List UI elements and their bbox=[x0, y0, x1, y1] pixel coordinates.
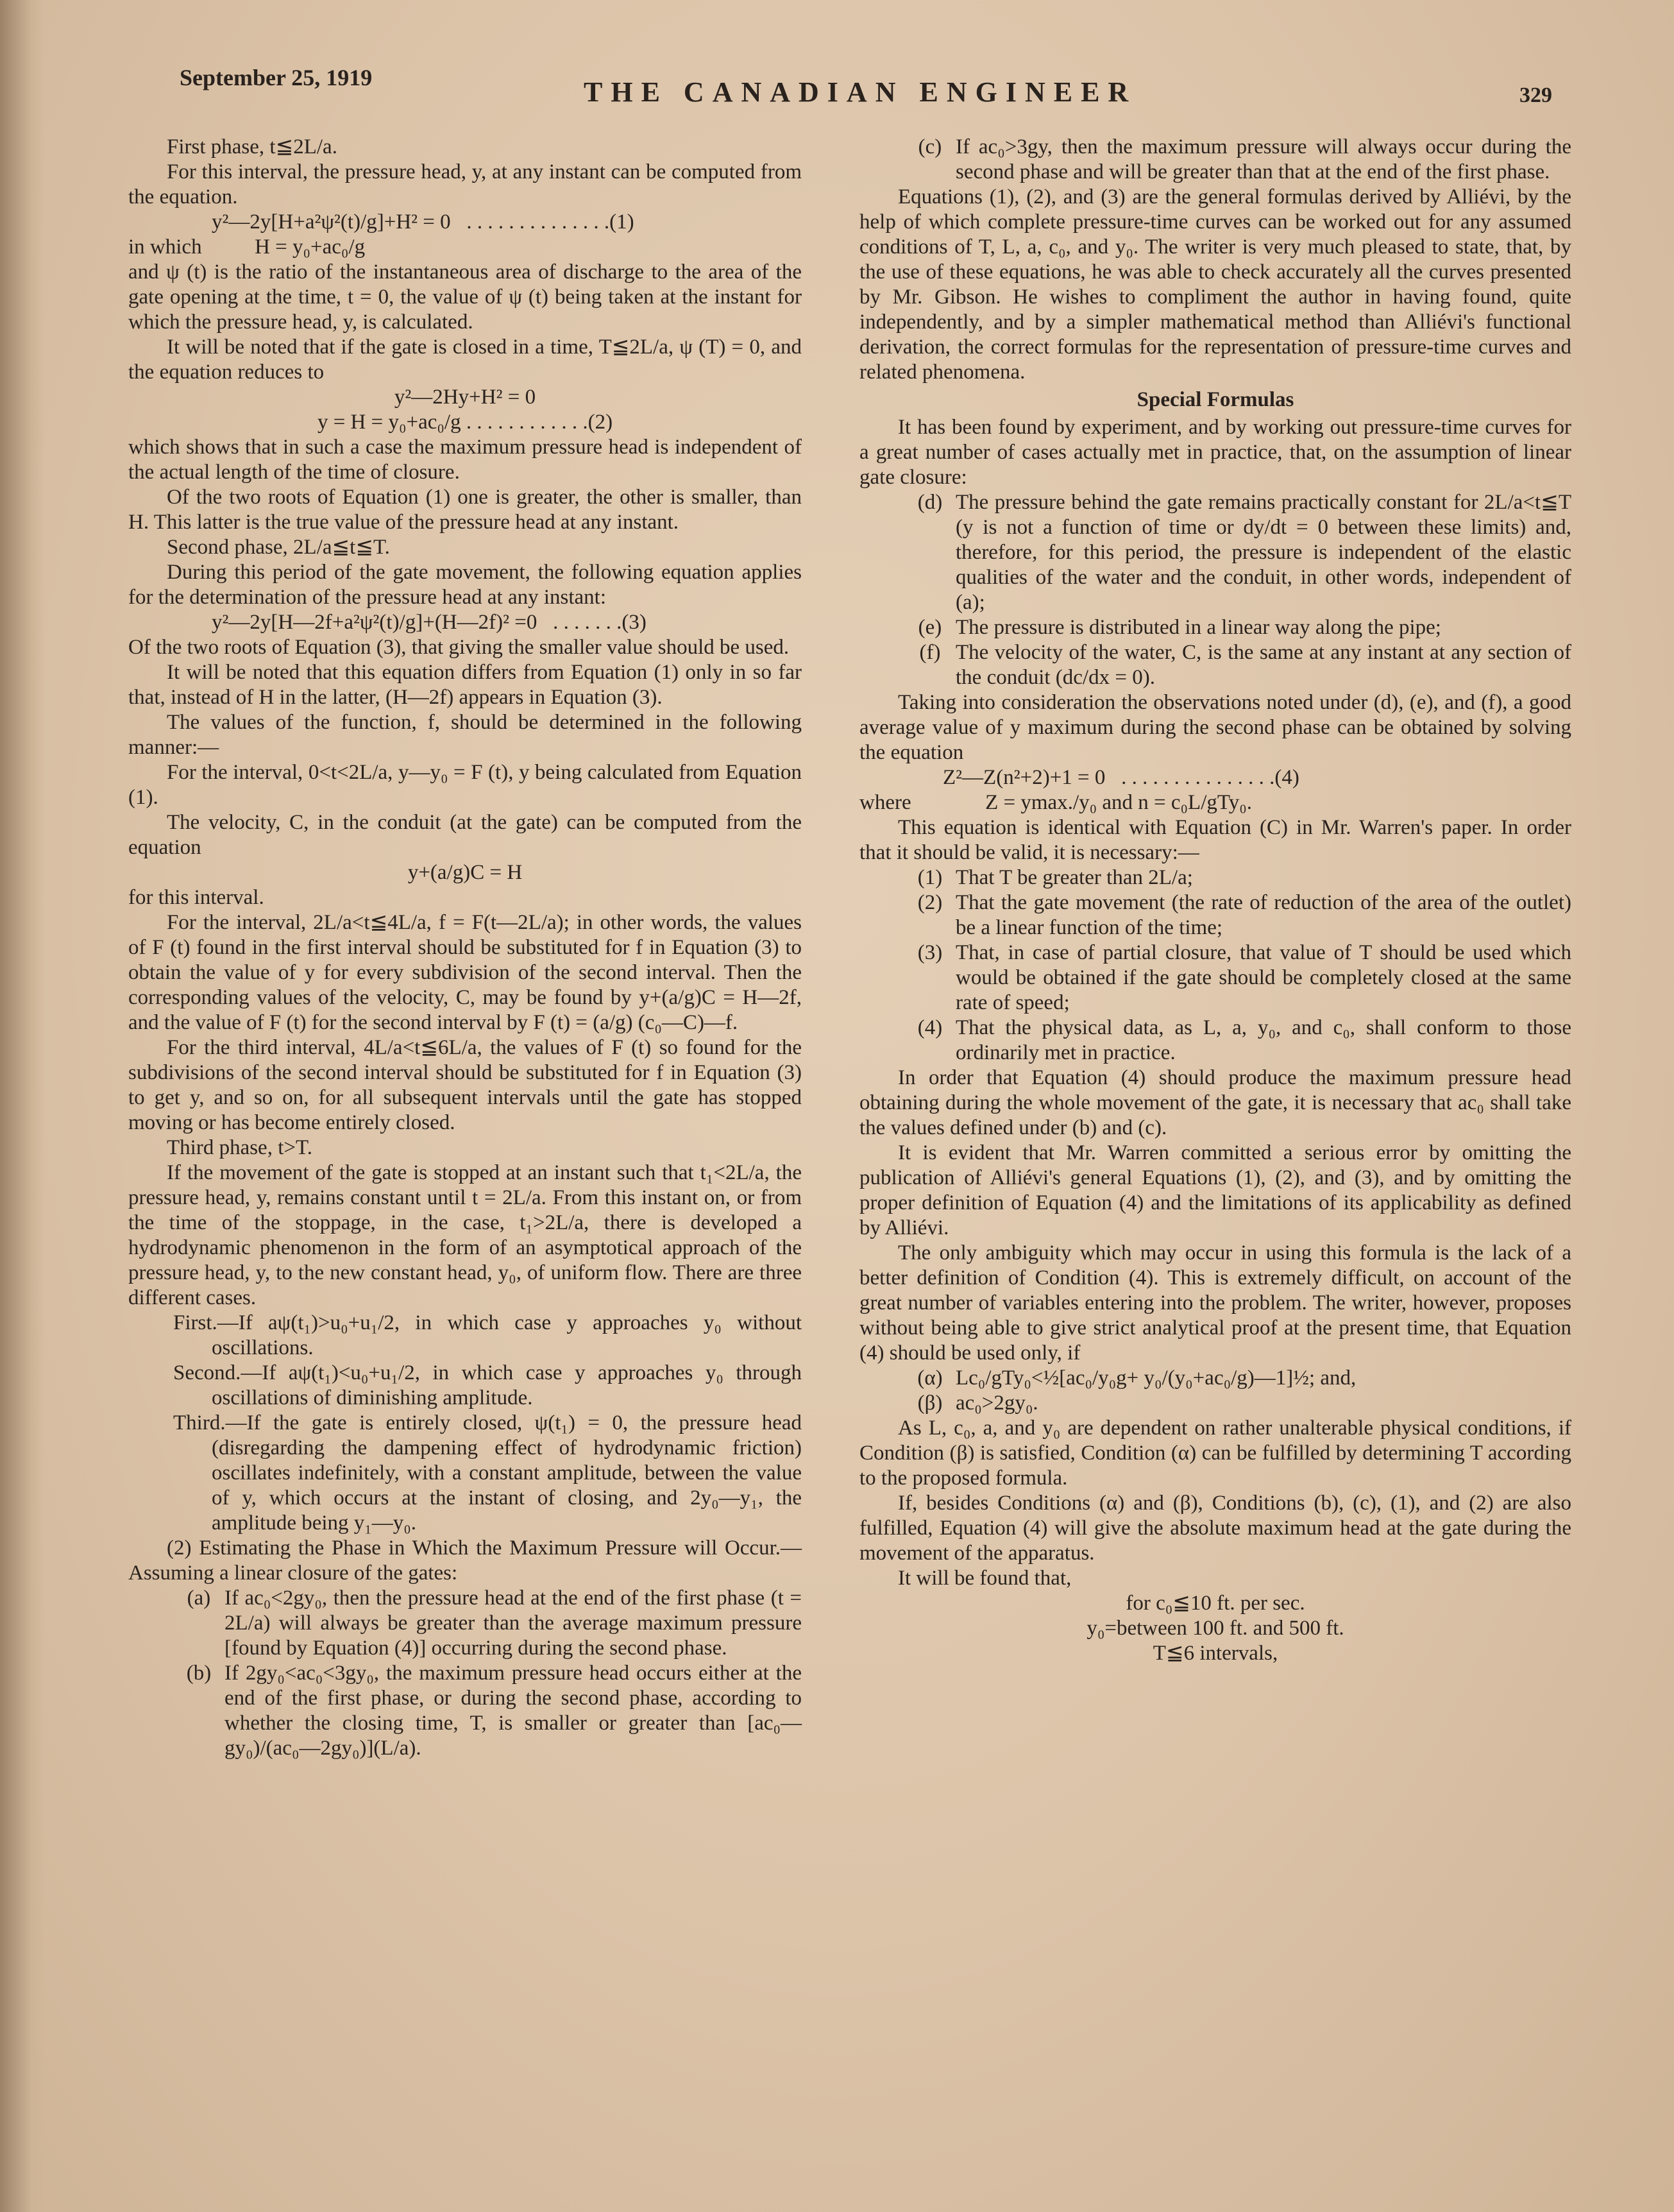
paragraph: Second.—If aψ(t₁)<u₀+u₁/2, in which case y approaches y₀ through oscillations of diminishing amplitude. bbox=[173, 1361, 802, 1409]
list-item bbox=[859, 865, 1571, 890]
list-item bbox=[859, 1016, 1571, 1066]
list-item-text: That T be greater than 2L/a; bbox=[956, 866, 1193, 889]
list-item bbox=[859, 890, 1571, 940]
list-item-text: That the physical data, as L, a, y₀, and c₀, shall conform to those ordinarily met in practice. bbox=[956, 1016, 1571, 1064]
paragraph: y²—2Hy+H² = 0 bbox=[394, 386, 536, 409]
paragraph: It is evident that Mr. Warren committed a serious error by omitting the publication of Alliévi's general Equations (1), (2), and (3), and by omitting the proper definition of Equation (4) and the limitations of its applicability as defined by Alliévi. bbox=[859, 1141, 1571, 1239]
paragraph: First phase, t≦2L/a. bbox=[167, 135, 337, 158]
paragraph: Taking into consideration the observations noted under (d), (e), and (f), a good average value of y maximum during the second phase can be obtained by solving the equation bbox=[859, 691, 1571, 764]
paragraph: Z²—Z(n²+2)+1 = 0 . . . . . . . . . . . . . . .(4) bbox=[943, 766, 1299, 789]
paragraph: If, besides Conditions (α) and (β), Conditions (b), (c), (1), and (2) are also fulfilled, Equation (4) will give the absolute maximum head at the gate during the movement of the apparatus. bbox=[859, 1492, 1571, 1565]
section-heading: Special Formulas bbox=[1137, 388, 1294, 411]
list-item-text: ac₀>2gy₀. bbox=[956, 1391, 1038, 1415]
right-paragraphs-equation4 bbox=[859, 690, 1571, 865]
paragraph: where Z = ymax./y₀ and n = c₀L/gTy₀. bbox=[859, 791, 1252, 814]
list-item bbox=[859, 615, 1571, 640]
list-item-label: (c) bbox=[918, 135, 942, 158]
paragraph: y₀=between 100 ft. and 500 ft. bbox=[1086, 1617, 1344, 1640]
issue-date: September 25, 1919 bbox=[180, 65, 373, 90]
list-item-label: (e) bbox=[918, 616, 942, 639]
paragraph: T≦6 intervals, bbox=[1153, 1642, 1278, 1665]
list-item bbox=[859, 1391, 1571, 1416]
list-item-text: The pressure behind the gate remains practically constant for 2L/a<t≦T (y is not a function of time or dy/dt = 0 between these limits) and, therefore, for this period, the pressure is independent of the elastic qualities of the water and the conduit, in other words, independent of (a); bbox=[956, 491, 1571, 614]
paragraph: for this interval. bbox=[128, 886, 264, 909]
paragraph: in which H = y₀+ac₀/g bbox=[128, 235, 366, 259]
paragraph: Equations (1), (2), and (3) are the general formulas derived by Alliévi, by the help of which complete pressure-time curves can be worked out for any assumed conditions of T, L, a, c₀, and y₀. The writer is very much pleased to state, that, by the use of these equations, he was able to check accurately all the curves presented by Mr. Gibson. He wishes to compliment the author in having found, quite independently, and by a simpler mathematical method than Alliévi's functional derivation, the correct formulas for the representation of pressure-time curves and related phenomena. bbox=[859, 185, 1571, 384]
paragraph: and ψ (t) is the ratio of the instantaneous area of discharge to the area of the gate opening at the time, t = 0, the value of ψ (t) being taken at the instant for which the pressure head, y, is calculated. bbox=[128, 260, 802, 334]
left-column bbox=[128, 135, 802, 1761]
list-item-label: (2) bbox=[917, 891, 943, 914]
list-item bbox=[859, 135, 1571, 185]
paragraph: If the movement of the gate is stopped at an instant such that t₁<2L/a, the pressure head, y, remains constant until t = 2L/a. From this instant on, or from the time of the stoppage, in the case, t₁>2L/a, there is developed a hydrodynamic phenomenon in the form of an asymptotical approach of the pressure head, y, to the new constant head, y₀, of uniform flow. There are three different cases. bbox=[128, 1161, 802, 1309]
list-item bbox=[859, 490, 1571, 615]
paragraph: Third.—If the gate is entirely closed, ψ(t₁) = 0, the pressure head (disregarding the dampening effect of hydrodynamic friction) oscillates indefinitely, with a constant amplitude, between the value of y, which occurs at the instant of closing, and 2y₀—y₁, the amplitude being y₁—y₀. bbox=[173, 1411, 802, 1535]
validity-conditions-list bbox=[859, 865, 1571, 1066]
binding-shadow bbox=[0, 0, 45, 2212]
list-item-text: That, in case of partial closure, that value of T should be used which would be obtained if the gate should be completely closed at the same rate of speed; bbox=[956, 941, 1571, 1014]
list-item-label: (4) bbox=[917, 1016, 943, 1039]
journal-title: THE CANADIAN ENGINEER bbox=[584, 76, 1137, 108]
right-column bbox=[859, 135, 1571, 1666]
list-item bbox=[128, 1586, 802, 1661]
list-item-label: (f) bbox=[919, 641, 941, 664]
list-item bbox=[128, 1661, 802, 1761]
paragraph: y = H = y₀+ac₀/g . . . . . . . . . . . .(2) bbox=[317, 411, 613, 434]
greek-conditions-list bbox=[859, 1366, 1571, 1416]
list-item-text: If ac₀<2gy₀, then the pressure head at the end of the first phase (t = 2L/a) will always be greater than the average maximum pressure [found by Equation (4)] occurring during the second phase. bbox=[224, 1587, 802, 1660]
paragraph: It will be noted that this equation differs from Equation (1) only in so far that, instead of H in the latter, (H—2f) appears in Equation (3). bbox=[128, 661, 802, 709]
list-item-label: (d) bbox=[917, 491, 943, 514]
list-item-text: If 2gy₀<ac₀<3gy₀, the maximum pressure head occurs either at the end of the first phase, or during the second phase, according to whether the closing time, T, is smaller or greater than [ac₀—gy₀)/(ac₀—2gy₀)](L/a). bbox=[224, 1662, 802, 1760]
list-item-label: (α) bbox=[917, 1366, 943, 1390]
paragraph: Of the two roots of Equation (3), that giving the smaller value should be used. bbox=[128, 636, 790, 659]
paragraph: Of the two roots of Equation (1) one is greater, the other is smaller, than H. This latter is the true value of the pressure head at any instant. bbox=[128, 486, 802, 534]
list-item-label: (β) bbox=[917, 1391, 943, 1415]
paragraph: for c₀≦10 ft. per sec. bbox=[1126, 1592, 1305, 1615]
paragraph: It will be found that, bbox=[898, 1567, 1072, 1590]
paragraph: As L, c₀, a, and y₀ are dependent on rather unalterable physical conditions, if Condition (β) is satisfied, Condition (α) can be fulfilled by determining T according to the proposed formula. bbox=[859, 1417, 1571, 1490]
left-paragraphs bbox=[128, 135, 802, 1586]
list-item-text: Lc₀/gTy₀<½[ac₀/y₀g+ y₀/(y₀+ac₀/g)—1]½; and, bbox=[956, 1366, 1357, 1390]
paragraph: In order that Equation (4) should produce the maximum pressure head obtaining during the whole movement of the gate, it is necessary that ac₀ shall take the values defined under (b) and (c). bbox=[859, 1066, 1571, 1139]
paragraph: The velocity, C, in the conduit (at the gate) can be computed from the equation bbox=[128, 811, 802, 859]
list-item-text: If ac₀>3gy, then the maximum pressure will always occur during the second phase and will be greater than that at the end of the first phase. bbox=[956, 135, 1571, 183]
paragraph: which shows that in such a case the maximum pressure head is independent of the actual length of the time of closure. bbox=[128, 436, 802, 484]
paragraph: For the interval, 0<t<2L/a, y—y₀ = F (t), y being calculated from Equation (1). bbox=[128, 761, 802, 809]
list-item-text: The pressure is distributed in a linear way along the pipe; bbox=[956, 616, 1441, 639]
paragraph: It has been found by experiment, and by working out pressure-time curves for a great number of cases actually met in practice, that, on the assumption of linear gate closure: bbox=[859, 416, 1571, 489]
paragraph: Second phase, 2L/a≦t≦T. bbox=[167, 536, 390, 559]
right-paragraphs-general bbox=[859, 185, 1571, 385]
list-item-text: The velocity of the water, C, is the same at any instant at any section of the conduit (dc/dx = 0). bbox=[956, 641, 1571, 689]
list-item-label: (a) bbox=[187, 1587, 211, 1610]
list-item bbox=[859, 640, 1571, 690]
paragraph: (2) Estimating the Phase in Which the Maximum Pressure will Occur.—Assuming a linear closure of the gates: bbox=[128, 1536, 802, 1585]
paragraph: It will be noted that if the gate is closed in a time, T≦2L/a, ψ (T) = 0, and the equation reduces to bbox=[128, 336, 802, 384]
right-paragraphs-conclusion bbox=[859, 1416, 1571, 1666]
running-header bbox=[180, 64, 1552, 115]
paragraph: During this period of the gate movement, the following equation applies for the determination of the pressure head at any instant: bbox=[128, 561, 802, 609]
page-number: 329 bbox=[1519, 83, 1552, 107]
paragraph: y²—2y[H+a²ψ²(t)/g]+H² = 0 . . . . . . . . . . . . . .(1) bbox=[212, 210, 634, 234]
paragraph: For the third interval, 4L/a<t≦6L/a, the values of F (t) so found for the subdivisions of the second interval should be substituted for f in Equation (3) to get y, and so on, for all subsequent intervals until the gate has stopped moving or has become entirely closed. bbox=[128, 1036, 802, 1134]
paragraph: y²—2y[H—2f+a²ψ²(t)/g]+(H—2f)² =0 . . . . . . .(3) bbox=[212, 611, 647, 634]
paragraph: This equation is identical with Equation (C) in Mr. Warren's paper. In order that it should be valid, it is necessary:— bbox=[859, 816, 1571, 864]
list-item-label: (b) bbox=[186, 1662, 212, 1685]
paragraph: The only ambiguity which may occur in using this formula is the lack of a better definition of Condition (4). This is extremely difficult, on account of the great number of variables entering into the problem. The writer, however, proposes without being able to give strict analytical proof at the present time, that Equation (4) should be used only, if bbox=[859, 1241, 1571, 1365]
list-item bbox=[859, 1366, 1571, 1391]
left-phase-list bbox=[128, 1586, 802, 1761]
observation-list bbox=[859, 490, 1571, 690]
list-item bbox=[859, 940, 1571, 1016]
paragraph: First.—If aψ(t₁)>u₀+u₁/2, in which case y approaches y₀ without oscillations. bbox=[173, 1311, 802, 1359]
list-item-label: (1) bbox=[917, 866, 943, 889]
paragraph: y+(a/g)C = H bbox=[407, 861, 523, 884]
paragraph: The values of the function, f, should be determined in the following manner:— bbox=[128, 711, 802, 759]
paragraph: For the interval, 2L/a<t≦4L/a, f = F(t—2L/a); in other words, the values of F (t) found in the first interval should be substituted for f in Equation (3) to obtain the value of y for every subdivision of the second interval. Then the corresponding values of the velocity, C, may be found by y+(a/g)C = H—2f, and the value of F (t) for the second interval by F (t) = (a/g) (c₀—C)—f. bbox=[128, 911, 802, 1034]
right-paragraphs-experiment bbox=[859, 415, 1571, 490]
list-item-text: That the gate movement (the rate of reduction of the area of the outlet) be a linear function of the time; bbox=[956, 891, 1571, 939]
right-paragraphs-discussion bbox=[859, 1066, 1571, 1366]
list-item-label: (3) bbox=[917, 941, 943, 964]
paragraph: Third phase, t>T. bbox=[167, 1136, 312, 1159]
paragraph: For this interval, the pressure head, y, at any instant can be computed from the equation. bbox=[128, 160, 802, 208]
right-phase-list bbox=[859, 135, 1571, 185]
